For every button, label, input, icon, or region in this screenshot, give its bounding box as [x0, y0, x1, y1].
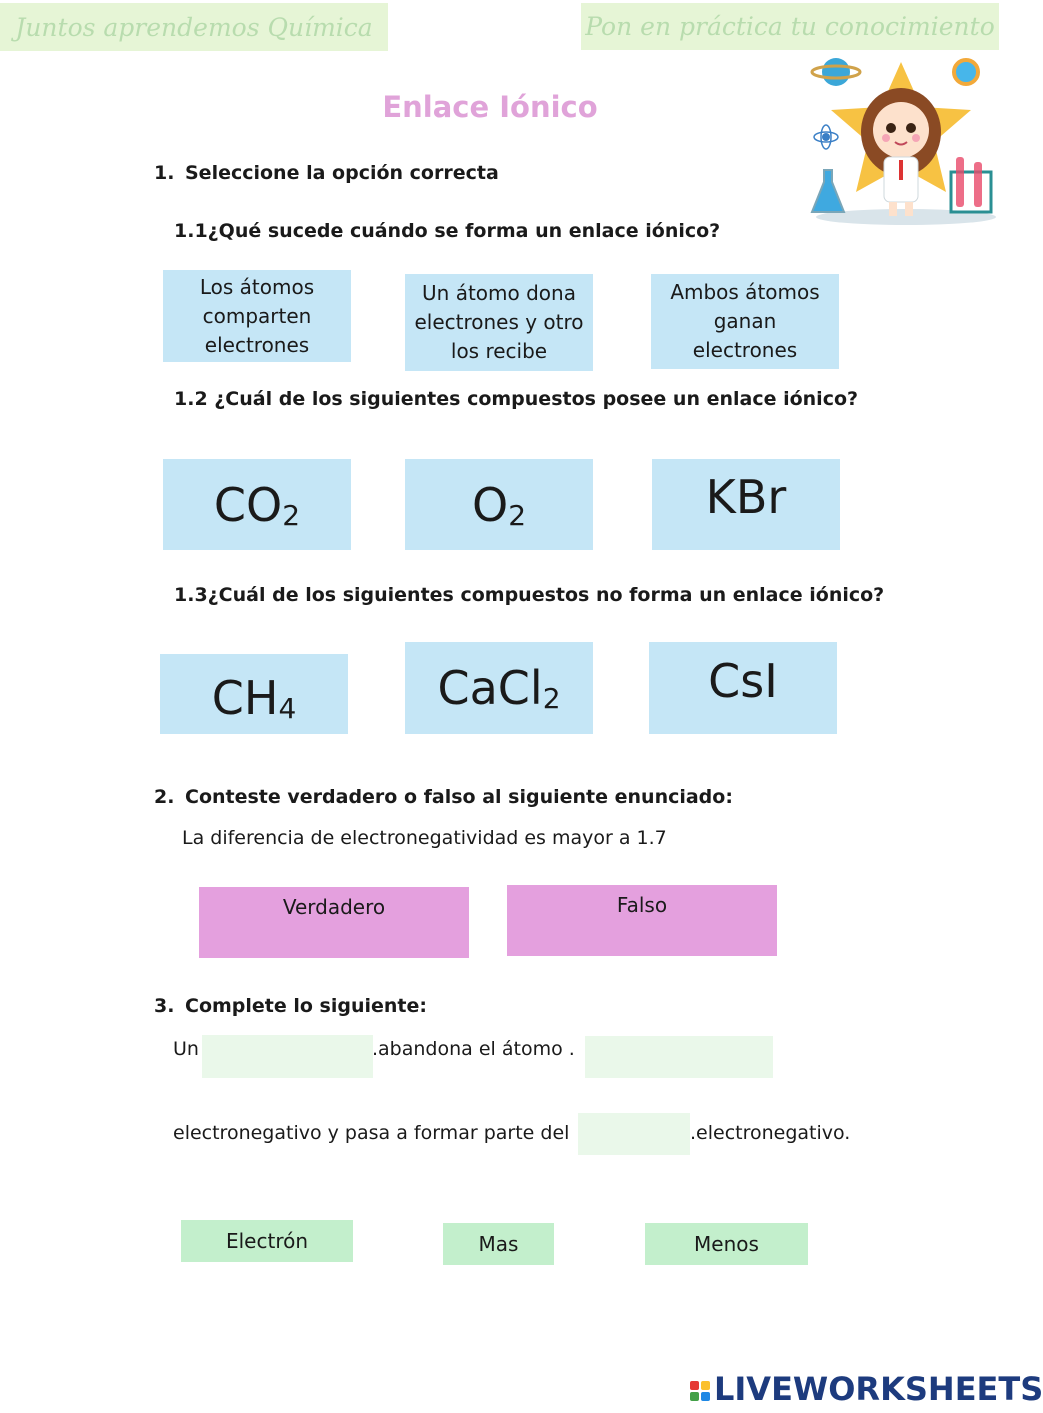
q3-option-2-formula: CaCl$_2$	[437, 661, 561, 715]
fill-line1-text-b: .abandona el átomo .	[372, 1038, 575, 1060]
chemist-illustration	[806, 52, 999, 227]
q2-option-2-formula: $O_2$	[471, 477, 527, 532]
q1-option-3[interactable]	[651, 274, 839, 369]
word-option-mas[interactable]: Mas	[443, 1223, 554, 1265]
liveworksheets-logo	[690, 1370, 1043, 1410]
sun-icon	[954, 60, 978, 84]
q3-option-3-formula: CsI	[708, 654, 778, 708]
logo-text: LIVEWORKSHEETS	[714, 1370, 1043, 1408]
blank-2[interactable]	[585, 1036, 773, 1078]
planet-icon	[822, 58, 850, 86]
question-1-3: 1.3¿Cuál de los siguientes compuestos no forma un enlace iónico?	[174, 584, 885, 606]
q3-option-3[interactable]	[649, 642, 837, 734]
q2-option-1-formula: $CO_2$	[213, 477, 301, 532]
fill-line2-text-a: electronegativo y pasa a formar parte del	[173, 1122, 570, 1144]
section2-heading: Conteste verdadero o falso al siguiente enunciado:	[185, 786, 733, 808]
section1-heading: Seleccione la opción correcta	[185, 162, 499, 184]
section1-number: 1.	[154, 162, 175, 184]
false-option[interactable]: Falso	[507, 885, 777, 956]
question-1-1: 1.1¿Qué sucede cuándo se forma un enlace iónico?	[174, 220, 721, 242]
q3-option-2[interactable]	[405, 642, 593, 734]
q3-option-1[interactable]	[160, 654, 348, 734]
header-banner-right: Pon en práctica tu conocimiento	[581, 3, 999, 50]
q3-option-1-formula: $CH_4$	[211, 671, 297, 725]
blank-3[interactable]	[578, 1113, 690, 1155]
page-title: Enlace Iónico	[382, 90, 598, 124]
q1-option-1-label: Los átomos comparten electrones	[199, 274, 315, 357]
question-1-2: 1.2 ¿Cuál de los siguientes compuestos posee un enlace iónico?	[174, 388, 859, 410]
q2-option-2[interactable]	[405, 459, 593, 550]
section3-heading: Complete lo siguiente:	[185, 995, 427, 1017]
blank-1[interactable]	[202, 1035, 373, 1078]
section3-number: 3.	[154, 995, 175, 1017]
atom-icon	[822, 133, 830, 141]
q1-option-1[interactable]	[163, 270, 351, 362]
fill-line2-text-b: .electronegativo.	[690, 1122, 851, 1144]
fill-line1-text-a: Un	[173, 1038, 199, 1060]
q2-option-3[interactable]	[652, 459, 840, 550]
section2-statement: La diferencia de electronegatividad es mayor a 1.7	[182, 827, 667, 849]
logo-mark-icon	[690, 1381, 710, 1401]
q2-option-1[interactable]	[163, 459, 351, 550]
flask-icon	[812, 170, 844, 212]
q1-option-2-label: Un átomo dona electrones y otro los recibe	[414, 281, 584, 363]
q1-option-2[interactable]	[405, 274, 593, 371]
word-option-menos[interactable]: Menos	[645, 1223, 808, 1265]
header-banner-left: Juntos aprendemos Química	[0, 3, 388, 51]
true-option[interactable]: Verdadero	[199, 887, 469, 958]
q2-option-3-formula: KBr	[705, 469, 787, 524]
q1-option-3-label: Ambos átomos ganan electrones	[670, 280, 820, 362]
section2-number: 2.	[154, 786, 175, 808]
word-option-electron[interactable]: Electrón	[181, 1220, 353, 1262]
